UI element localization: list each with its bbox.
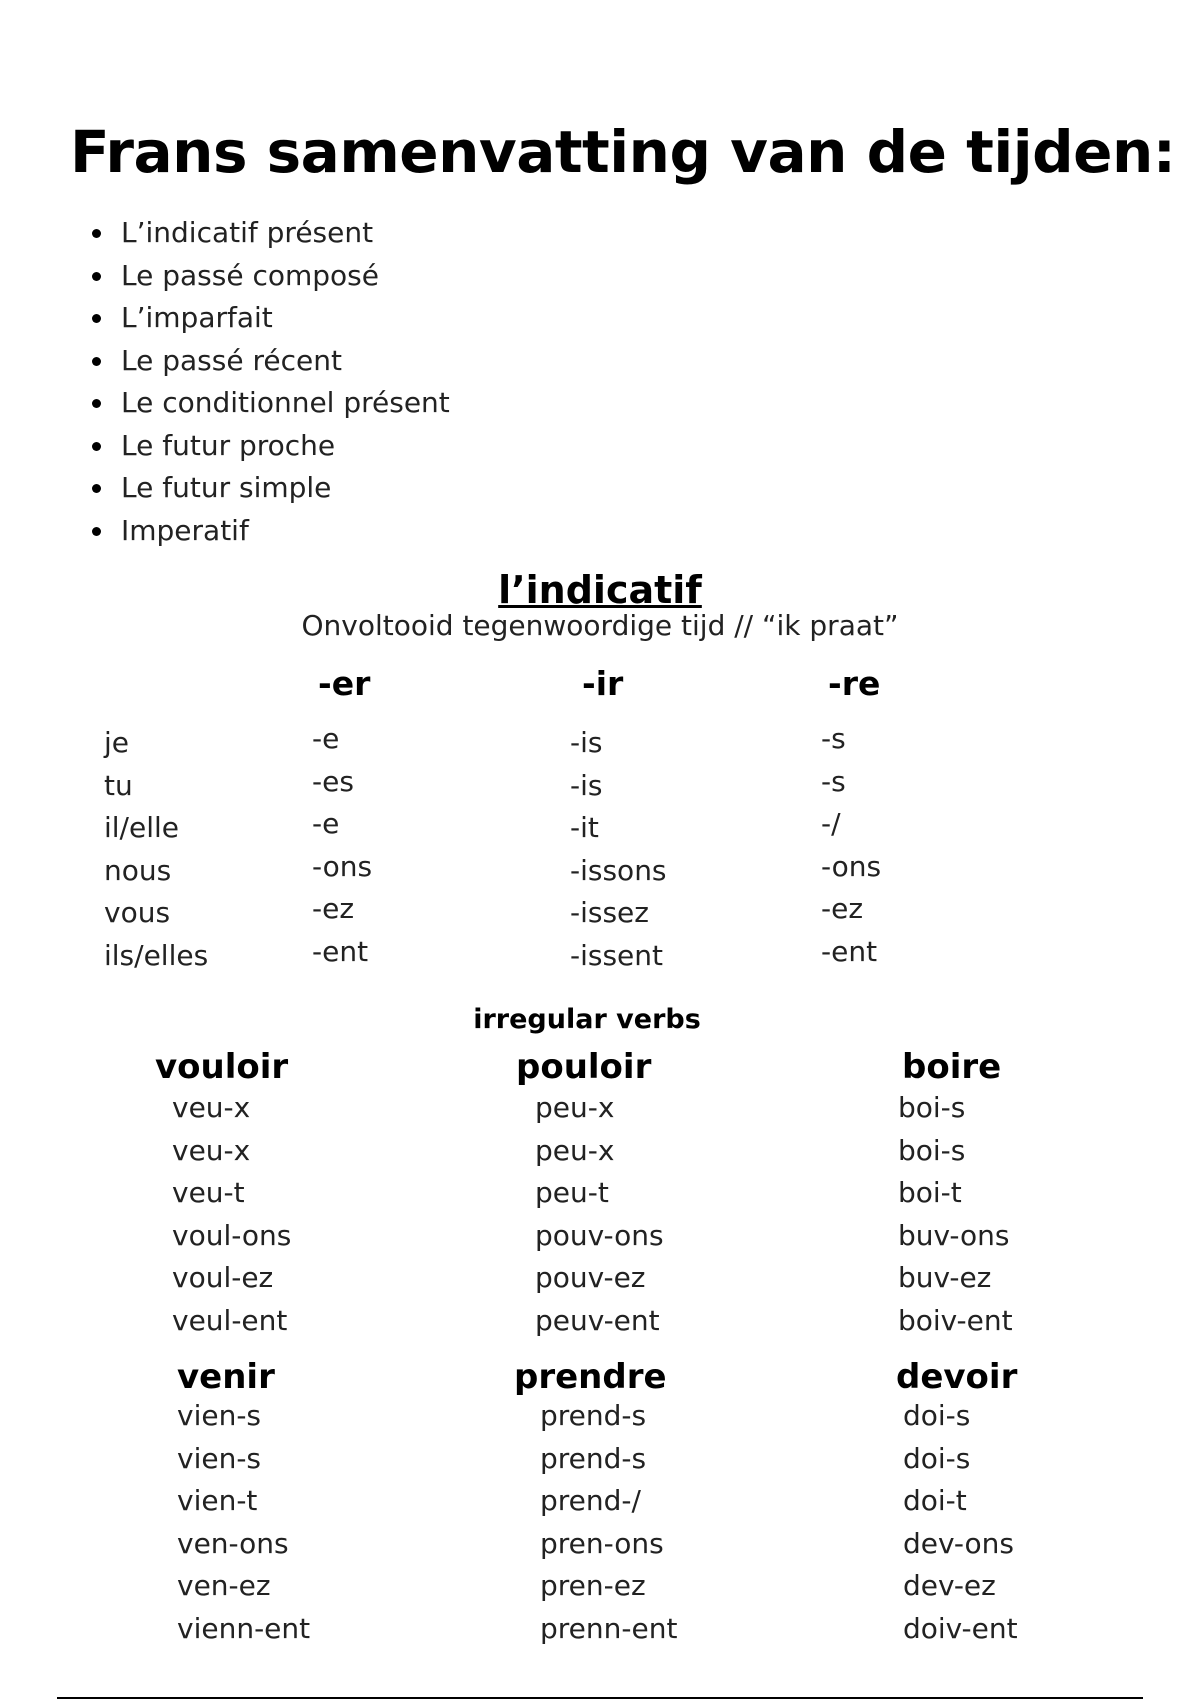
ending: -issent (570, 938, 664, 972)
verb-form: buv-ons (898, 1218, 1010, 1252)
pronoun: ils/elles (104, 938, 209, 972)
ending: -it (570, 811, 599, 844)
verb-form: vien-t (177, 1484, 258, 1517)
verb-title: pouloir (516, 1047, 652, 1087)
list-item: Imperatif (92, 510, 450, 553)
verb-forms (903, 1395, 1018, 1650)
verb-title: boire (902, 1047, 1002, 1087)
verb-form: peu-x (535, 1133, 615, 1167)
verb-form: peu-x (535, 1091, 615, 1124)
column-header-re: -re (828, 664, 881, 703)
ending: -is (570, 726, 603, 759)
ending: -ent (821, 934, 878, 968)
verb-forms (540, 1395, 677, 1650)
irregular-heading: irregular verbs (473, 1004, 701, 1035)
section-heading-text: l’indicatif (498, 568, 702, 612)
page-title: Frans samenvatting van de tijden: (70, 118, 1176, 186)
ending-column-er (312, 718, 372, 973)
verb-forms (172, 1087, 291, 1342)
list-item: Le passé récent (92, 340, 450, 383)
verb-form: pren-ons (540, 1526, 664, 1560)
ending: -s (821, 722, 846, 755)
tense-list (92, 212, 450, 552)
verb-form: peu-t (535, 1176, 609, 1209)
verb-forms (177, 1395, 310, 1650)
verb-form: buv-ez (898, 1261, 992, 1294)
column-header-ir: -ir (582, 664, 624, 703)
pronoun: tu (104, 768, 133, 802)
verb-form: dev-ons (903, 1526, 1014, 1560)
divider (57, 1697, 1143, 1699)
ending: -e (312, 807, 340, 840)
verb-form: voul-ons (172, 1218, 292, 1252)
verb-title: venir (177, 1357, 275, 1397)
verb-form: pouv-ons (535, 1218, 664, 1252)
pronoun: je (104, 726, 130, 759)
verb-form: doi-t (903, 1484, 967, 1517)
ending-column-ir (570, 722, 667, 977)
pronoun: vous (104, 896, 171, 929)
verb-forms (535, 1087, 664, 1342)
verb-form: prenn-ent (540, 1611, 678, 1645)
section-subtitle: Onvoltooid tegenwoordige tijd // “ik praat” (301, 609, 899, 642)
pronoun-column (104, 720, 208, 975)
list-item: L’indicatif présent (92, 212, 450, 255)
ending: -ez (312, 892, 355, 925)
verb-form: prend-s (540, 1441, 647, 1475)
verb-form: ven-ons (177, 1526, 289, 1560)
verb-form: dev-ez (903, 1569, 996, 1602)
verb-form: vien-s (177, 1441, 262, 1475)
verb-form: doi-s (903, 1441, 971, 1475)
verb-form: pouv-ez (535, 1261, 646, 1294)
ending: -issons (570, 853, 667, 887)
verb-form: boi-s (898, 1133, 966, 1167)
ending: -issez (570, 896, 649, 929)
verb-title: prendre (514, 1357, 667, 1397)
ending: -/ (821, 807, 841, 840)
verb-form: boi-s (898, 1091, 966, 1124)
list-item: Le futur simple (92, 467, 450, 510)
ending: -ons (312, 849, 373, 883)
pronoun: il/elle (104, 811, 180, 844)
pronoun: nous (104, 853, 172, 887)
ending: -ons (821, 849, 882, 883)
list-item: Le conditionnel présent (92, 382, 450, 425)
verb-form: vien-s (177, 1399, 262, 1432)
verb-form: veul-ent (172, 1303, 288, 1337)
column-header-er: -er (318, 664, 371, 703)
verb-form: veu-t (172, 1176, 245, 1209)
verb-form: doi-s (903, 1399, 971, 1432)
list-item: Le futur proche (92, 425, 450, 468)
verb-form: peuv-ent (535, 1303, 660, 1337)
ending: -es (312, 764, 354, 798)
verb-form: prend-/ (540, 1484, 641, 1517)
verb-form: doiv-ent (903, 1611, 1018, 1645)
verb-title: devoir (896, 1357, 1018, 1397)
ending: -e (312, 722, 340, 755)
ending: -ent (312, 934, 369, 968)
verb-forms (898, 1087, 1013, 1342)
verb-form: veu-x (172, 1091, 251, 1124)
list-item: L’imparfait (92, 297, 450, 340)
verb-form: boiv-ent (898, 1303, 1013, 1337)
verb-form: vienn-ent (177, 1611, 311, 1645)
ending-column-re (821, 718, 881, 973)
verb-form: veu-x (172, 1133, 251, 1167)
ending: -ez (821, 892, 864, 925)
verb-form: voul-ez (172, 1261, 274, 1294)
section-heading (0, 567, 1200, 613)
verb-form: ven-ez (177, 1569, 271, 1602)
verb-form: boi-t (898, 1176, 962, 1209)
list-item: Le passé composé (92, 255, 450, 298)
ending: -s (821, 764, 846, 798)
verb-title: vouloir (155, 1047, 289, 1087)
verb-form: pren-ez (540, 1569, 646, 1602)
ending: -is (570, 768, 603, 802)
verb-form: prend-s (540, 1399, 647, 1432)
